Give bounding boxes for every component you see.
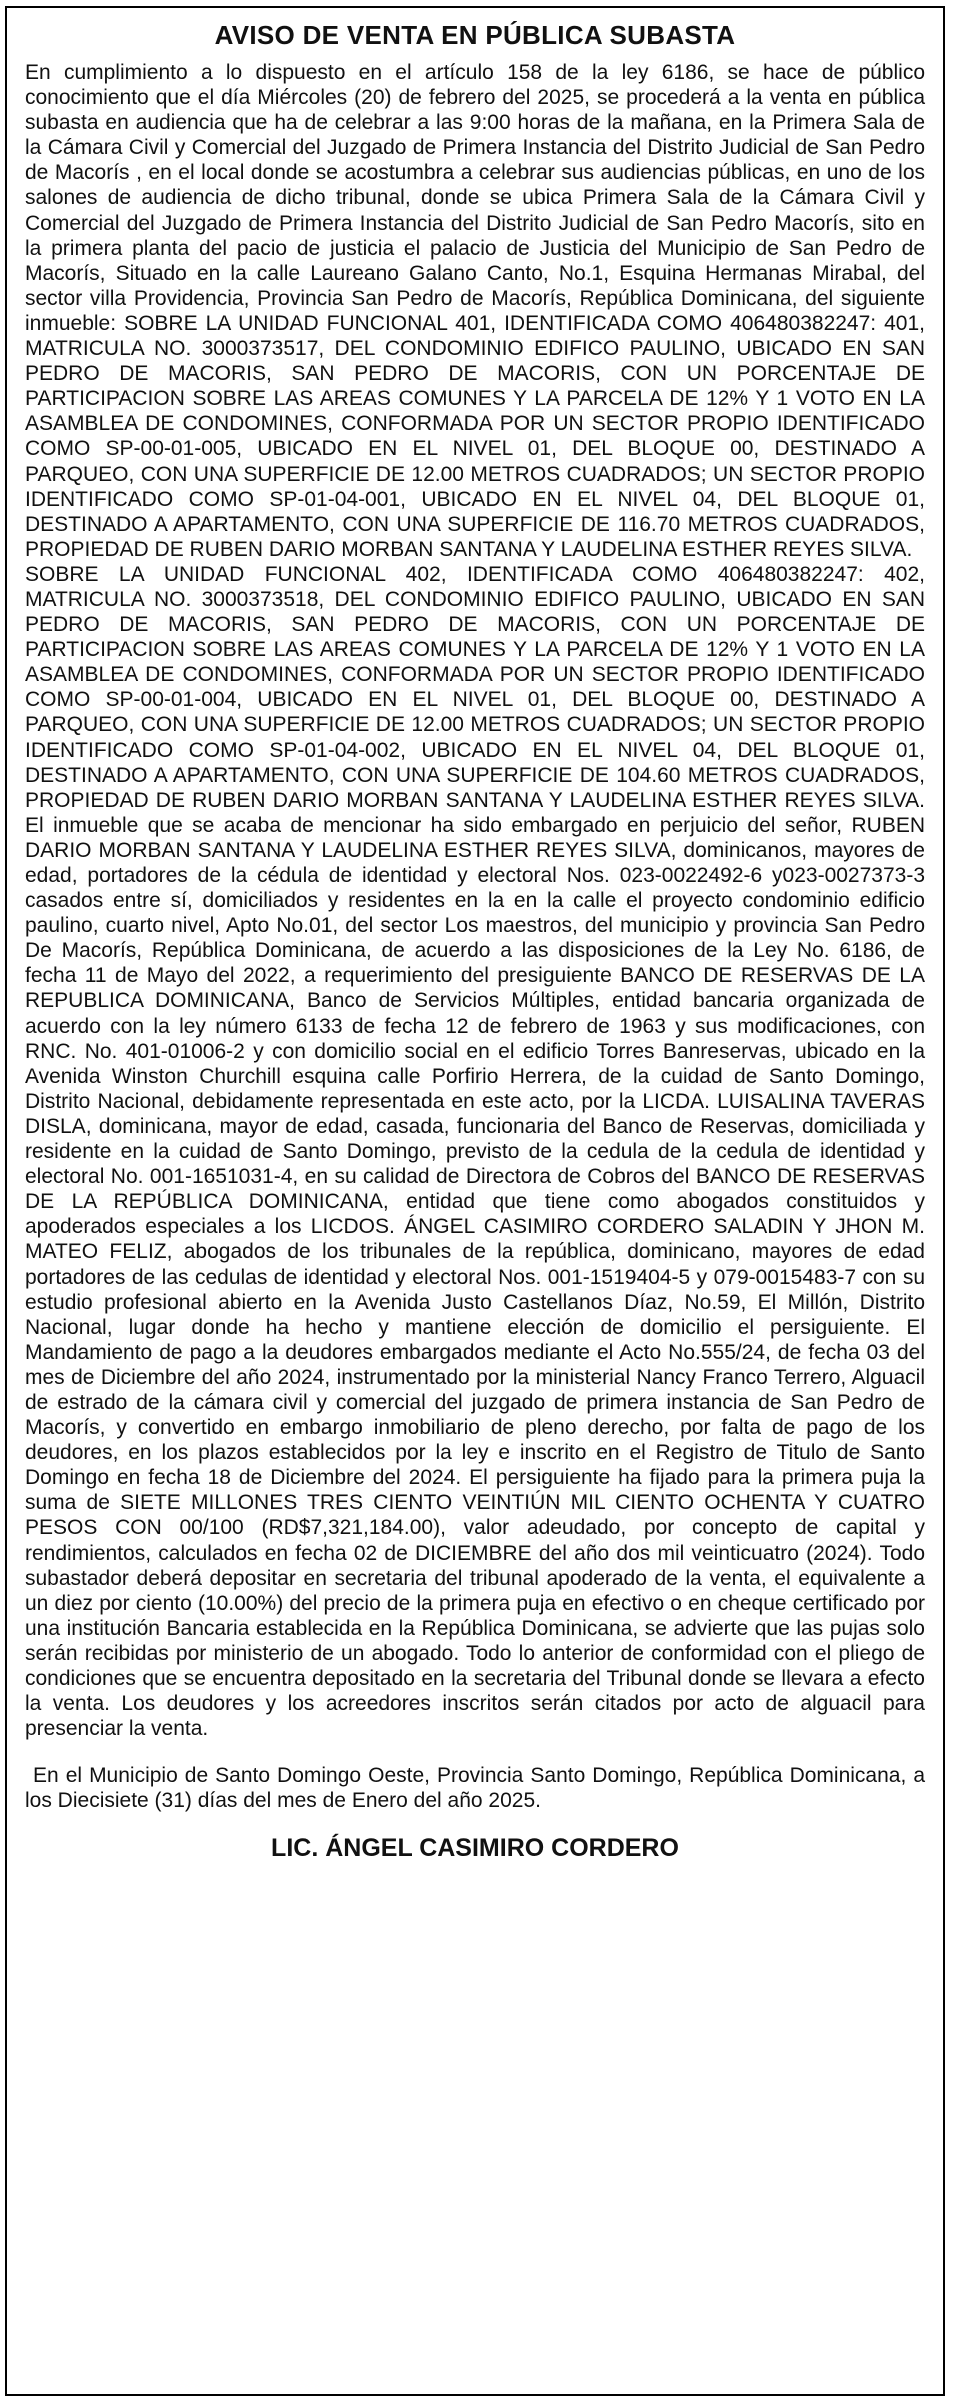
- notice-paragraph-2: SOBRE LA UNIDAD FUNCIONAL 402, IDENTIFICADA COMO 406480382247: 402, MATRICULA NO. 3000373518, DEL CONDOMINIO EDIFICO PAULINO, UBICADO EN SAN PEDRO DE MACORIS, SAN PEDRO DE MACORIS, CON UN PORCENTAJE DE PARTICIPACION SOBRE LAS AREAS COMUNES Y LA PARCELA DE 12% Y 1 VOTO EN LA ASAMBLEA DE CONDOMINES, CONFORMADA POR UN SECTOR PROPIO IDENTIFICADO COMO SP-00-01-004, UBICADO EN EL NIVEL 01, DEL BLOQUE 00, DESTINADO A PARQUEO, CON UNA SUPERFICIE DE 12.00 METROS CUADRADOS; UN SECTOR PROPIO IDENTIFICADO COMO SP-01-04-002, UBICADO EN EL NIVEL 04, DEL BLOQUE 01, DESTINADO A APARTAMENTO, CON UNA SUPERFICIE DE 104.60 METROS CUADRADOS, PROPIEDAD DE RUBEN DARIO MORBAN SANTANA Y LAUDELINA ESTHER REYES SILVA. El inmueble que se acaba de mencionar ha sido embargado en perjuicio del señor, RUBEN DARIO MORBAN SANTANA Y LAUDELINA ESTHER REYES SILVA, dominicanos, mayores de edad, portadores de la cédula de identidad y electoral Nos. 023-0022492-6 y023-0027373-3 casados entre sí, domiciliados y residentes en la en la calle el proyecto condominio edificio paulino, cuarto nivel, Apto No.01, del sector Los maestros, del municipio y provincia San Pedro De Macorís, República Dominicana, de acuerdo a las disposiciones de la Ley No. 6186, de fecha 11 de Mayo del 2022, a requerimiento del presiguiente BANCO DE RESERVAS DE LA REPUBLICA DOMINICANA, Banco de Servicios Múltiples, entidad bancaria organizada de acuerdo con la ley número 6133 de fecha 12 de febrero de 1963 y sus modificaciones, con RNC. No. 401-01006-2 y con domicilio social en el edificio Torres Banreservas, ubicado en la Avenida Winston Churchill esquina calle Porfirio Herrera, de la cuidad de Santo Domingo, Distrito Nacional, debidamente representada en este acto, por la LICDA. LUISALINA TAVERAS DISLA, dominicana, mayor de edad, casada, funcionaria del Banco de Reservas, domiciliada y residente en la cuidad de Santo Domingo, previsto de la cedula de la cedula de identidad y electoral No. 001-1651031-4, en su calidad de Directora de Cobros del BANCO DE RESERVAS DE LA REPÚBLICA DOMINICANA, entidad que tiene como abogados constituidos y apoderados especiales a los LICDOS. ÁNGEL CASIMIRO CORDERO SALADIN Y JHON M. MATEO FELIZ, abogados de los tribunales de la república, dominicano, mayores de edad portadores de las cedulas de identidad y electoral Nos. 001-1519404-5 y 079-0015483-7 con su estudio profesional abierto en la Avenida Justo Castellanos Díaz, No.59, El Millón, Distrito Nacional, lugar donde ha hecho y mantiene elección de domicilio el persiguiente. El Mandamiento de pago a la deudores embargados mediante el Acto No.555/24, de fecha 03 del mes de Diciembre del año 2024, instrumentado por la ministerial Nancy Franco Terrero, Alguacil de estrado de la cámara civil y comercial del juzgado de primera instancia de San Pedro de Macorís, y convertido en embargo inmobiliario de pleno derecho, por falta de pago de los deudores, en los plazos establecidos por la ley e inscrito en el Registro de Titulo de Santo Domingo en fecha 18 de Diciembre del 2024. El persiguiente ha fijado para la primera puja la suma de SIETE MILLONES TRES CIENTO VEINTIÚN MIL CIENTO OCHENTA Y CUATRO PESOS CON 00/100 (RD$7,321,184.00), valor adeudado, por concepto de capital y rendimientos, calculados en fecha 02 de DICIEMBRE del año dos mil veinticuatro (2024). Todo subastador deberá depositar en secretaria del tribunal apoderado de la venta, el equivalente a un diez por ciento (10.00%) del precio de la primera puja en efectivo o en cheque certificado por una institución Bancaria establecida en la República Dominicana, se advierte que las pujas solo serán recibidas por ministerio de un abogado. Todo lo anterior de conformidad con el pliego de condiciones que se encuentra depositado en la secretaria del Tribunal donde se llevara a efecto la venta. Los deudores y los acreedores inscritos serán citados por acto de alguacil para presenciar la venta.: [25, 562, 925, 1741]
- notice-closing: En el Municipio de Santo Domingo Oeste, Provincia Santo Domingo, República Dominicana, a los Diecisiete (31) días del mes de Enero del año 2025.: [25, 1764, 925, 1813]
- notice-title: AVISO DE VENTA EN PÚBLICA SUBASTA: [214, 20, 736, 50]
- notice-body: [25, 60, 925, 1741]
- notice-signature: LIC. ÁNGEL CASIMIRO CORDERO: [271, 1834, 679, 1863]
- legal-notice: [5, 6, 945, 2396]
- notice-paragraph-1: En cumplimiento a lo dispuesto en el artículo 158 de la ley 6186, se hace de público conocimiento que el día Miércoles (20) de febrero del 2025, se procederá a la venta en pública subasta en audiencia que ha de celebrar a las 9:00 horas de la mañana, en la Primera Sala de la Cámara Civil y Comercial del Juzgado de Primera Instancia del Distrito Judicial de San Pedro de Macorís , en el local donde se acostumbra a celebrar sus audiencias públicas, en uno de los salones de audiencia de dicho tribunal, donde se ubica Primera Sala de la Cámara Civil y Comercial del Juzgado de Primera Instancia del Distrito Judicial de San Pedro Macorís, sito en la primera planta del pacio de justicia el palacio de Justicia del Municipio de San Pedro de Macorís, Situado en la calle Laureano Galano Canto, No.1, Esquina Hermanas Mirabal, del sector villa Providencia, Provincia San Pedro de Macorís, República Dominicana, del siguiente inmueble: SOBRE LA UNIDAD FUNCIONAL 401, IDENTIFICADA COMO 406480382247: 401, MATRICULA NO. 3000373517, DEL CONDOMINIO EDIFICO PAULINO, UBICADO EN SAN PEDRO DE MACORIS, SAN PEDRO DE MACORIS, CON UN PORCENTAJE DE PARTICIPACION SOBRE LAS AREAS COMUNES Y LA PARCELA DE 12% Y 1 VOTO EN LA ASAMBLEA DE CONDOMINES, CONFORMADA POR UN SECTOR PROPIO IDENTIFICADO COMO SP-00-01-005, UBICADO EN EL NIVEL 01, DEL BLOQUE 00, DESTINADO A PARQUEO, CON UNA SUPERFICIE DE 12.00 METROS CUADRADOS; UN SECTOR PROPIO IDENTIFICADO COMO SP-01-04-001, UBICADO EN EL NIVEL 04, DEL BLOQUE 01, DESTINADO A APARTAMENTO, CON UNA SUPERFICIE DE 116.70 METROS CUADRADOS, PROPIEDAD DE RUBEN DARIO MORBAN SANTANA Y LAUDELINA ESTHER REYES SILVA.: [25, 61, 925, 561]
